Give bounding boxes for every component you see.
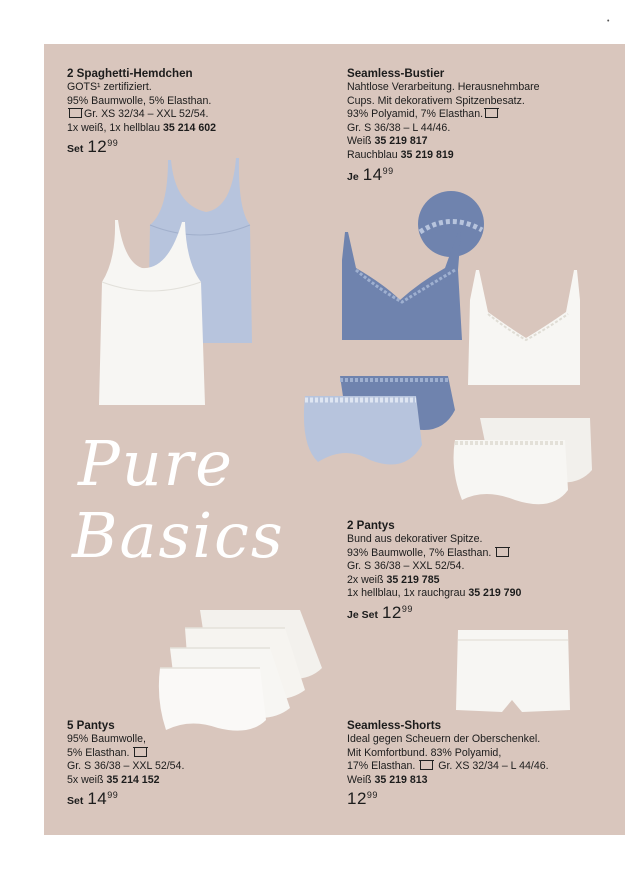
article-line: 5x weiß 35 214 152 xyxy=(67,773,160,786)
size-line: Gr. S 36/38 – L 44/46. xyxy=(347,121,451,134)
product-seamless-shorts xyxy=(347,718,549,809)
product-line: Mit Komfortbund. 83% Polyamid, xyxy=(347,746,502,759)
wash-symbol-icon xyxy=(69,109,82,118)
size-line: Gr. XS 32/34 – XXL 52/54. xyxy=(67,108,216,122)
wash-symbol-icon xyxy=(496,548,509,557)
product-title: 2 Pantys xyxy=(347,519,395,532)
article-line: Rauchblau 35 219 819 xyxy=(347,148,454,161)
price xyxy=(347,164,540,185)
product-line: Cups. Mit dekorativem Spitzenbesatz. xyxy=(347,94,525,107)
price-label: Set xyxy=(67,143,84,156)
bustier-white-image xyxy=(468,270,580,385)
lace-detail-image xyxy=(418,191,484,257)
price-value: $14^{99}$ xyxy=(87,789,119,809)
price-value: $12^{99}$ xyxy=(347,789,378,809)
headline-line-1: Pure xyxy=(78,427,234,500)
article-number: 35 219 813 xyxy=(374,773,428,786)
article-line: 2x weiß 35 219 785 xyxy=(347,573,440,586)
article-number: 35 219 819 xyxy=(400,148,454,161)
size-line: Gr. S 36/38 – XXL 52/54. xyxy=(347,560,465,573)
panty-white-image xyxy=(454,418,592,504)
page-marker: • xyxy=(607,18,610,25)
article-number: 35 214 152 xyxy=(106,773,160,786)
article-line: Weiß 35 219 813 xyxy=(347,773,428,786)
product-spaghetti-hemdchen xyxy=(67,66,216,157)
product-title: Seamless-Bustier xyxy=(347,67,445,80)
material-line: 17% Elasthan. Gr. XS 32/34 – L 44/46. xyxy=(347,760,549,773)
five-pantys-image xyxy=(159,610,322,731)
product-line: Bund aus dekorativer Spitze. xyxy=(347,533,483,545)
article-number: 35 219 790 xyxy=(468,587,522,600)
price-value: $14^{99}$ xyxy=(362,164,394,184)
price-value: $12^{99}$ xyxy=(87,137,119,157)
article-line: Weiß 35 219 817 xyxy=(347,135,428,148)
headline-line-2: Basics xyxy=(72,499,285,572)
headline-pure-basics xyxy=(72,427,285,572)
price xyxy=(67,789,184,809)
product-title: 2 Spaghetti-Hemdchen xyxy=(67,67,193,80)
article-line: 1x weiß, 1x hellblau 35 214 602 xyxy=(67,121,217,134)
price xyxy=(67,137,216,157)
price xyxy=(347,602,521,623)
article-number: 35 219 785 xyxy=(386,573,440,586)
product-seamless-bustier xyxy=(347,66,540,184)
article-line: 1x hellblau, 1x rauchgrau 35 219 790 xyxy=(347,587,522,600)
size-line: Gr. S 36/38 – XXL 52/54. xyxy=(67,760,185,773)
panty-light-blue-image xyxy=(304,396,422,465)
wash-symbol-icon xyxy=(485,109,498,118)
article-number: 35 219 817 xyxy=(374,135,428,148)
wash-symbol-icon xyxy=(420,761,433,770)
seamless-shorts-image xyxy=(456,630,570,712)
article-number: 35 214 602 xyxy=(163,121,217,134)
product-line: Ideal gegen Scheuern der Oberschenkel. xyxy=(347,733,541,745)
product-line: 95% Baumwolle, xyxy=(67,733,146,745)
price-label: Set xyxy=(67,795,84,808)
price-label: Je Set xyxy=(347,608,378,621)
product-2-pantys xyxy=(347,518,521,623)
product-5-pantys xyxy=(67,718,184,809)
material-line: 93% Polyamid, 7% Elasthan. xyxy=(347,108,540,122)
wash-symbol-icon xyxy=(134,748,147,757)
price-value: $12^{99}$ xyxy=(381,602,413,622)
material-line: 93% Baumwolle, 7% Elasthan. xyxy=(347,547,521,561)
product-title: 5 Pantys xyxy=(67,719,115,732)
product-line: GOTS¹ zertifiziert. xyxy=(67,81,152,93)
material-line: 5% Elasthan. xyxy=(67,747,184,761)
product-line: 95% Baumwolle, 5% Elasthan. xyxy=(67,94,212,107)
product-line: Nahtlose Verarbeitung. Herausnehmbare xyxy=(347,81,540,93)
product-title: Seamless-Shorts xyxy=(347,719,442,732)
price-label: Je xyxy=(347,170,359,183)
price xyxy=(347,789,549,809)
